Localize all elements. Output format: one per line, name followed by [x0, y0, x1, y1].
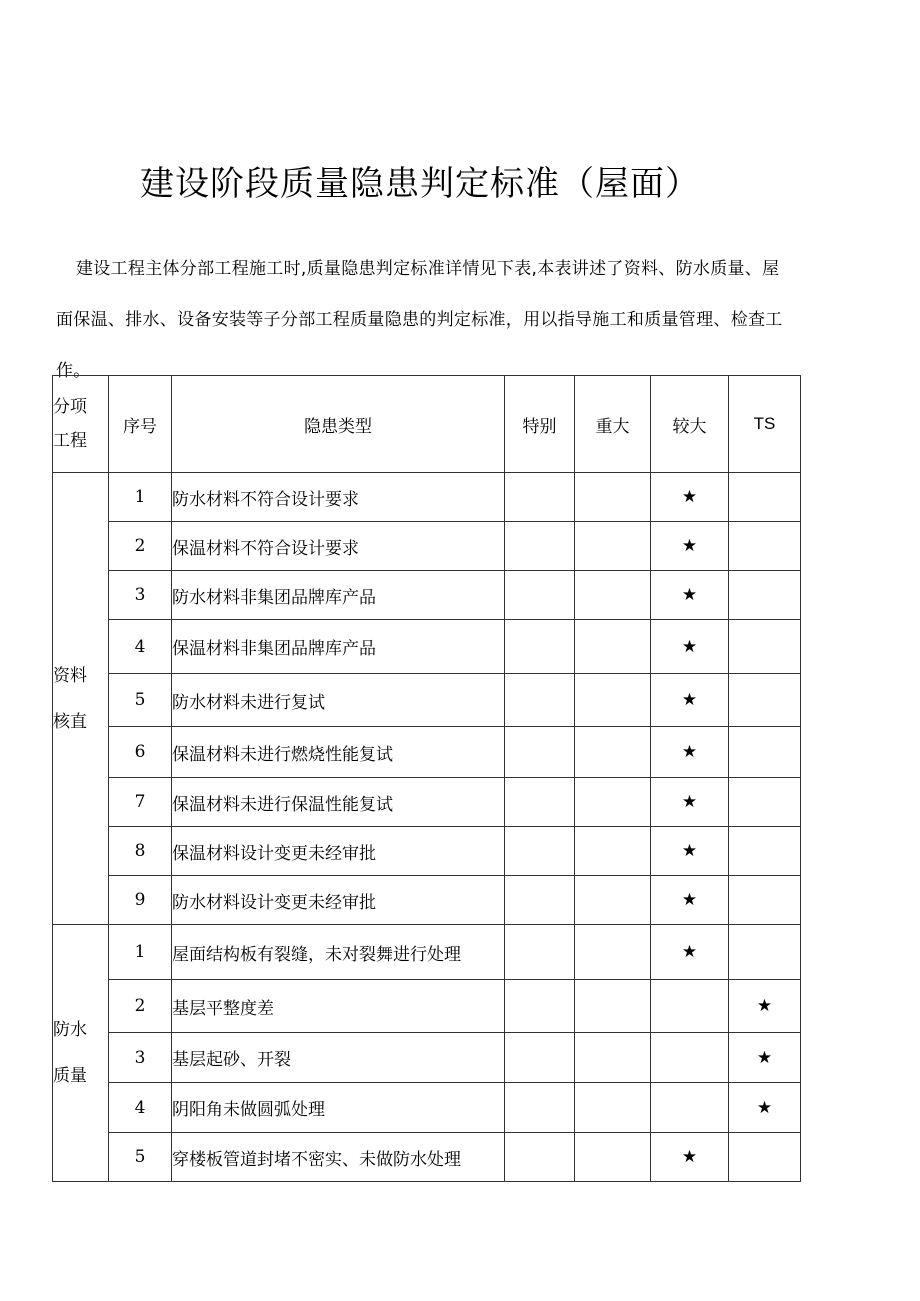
seq-cell: 3: [109, 571, 172, 620]
major-cell: [575, 620, 651, 674]
larger-cell: ★: [651, 522, 729, 571]
larger-cell: ★: [651, 620, 729, 674]
table-row: [53, 674, 801, 727]
header-type: 隐患类型: [172, 376, 505, 473]
table-row: [53, 473, 801, 522]
table-row: [53, 727, 801, 778]
category-name-line1: 资料: [53, 665, 87, 686]
special-cell: [505, 571, 575, 620]
special-cell: [505, 827, 575, 876]
larger-cell: ★: [651, 778, 729, 827]
seq-cell: 6: [109, 727, 172, 778]
table-row: [53, 778, 801, 827]
category-cell: [53, 473, 109, 925]
larger-cell: ★: [651, 674, 729, 727]
header-seq: 序号: [109, 376, 172, 473]
special-cell: [505, 1083, 575, 1133]
hazard-desc-cell: 穿楼板管道封堵不密实、未做防水处理: [172, 1133, 505, 1182]
major-cell: [575, 674, 651, 727]
major-cell: [575, 473, 651, 522]
hazard-desc-cell: 保温材料不符合设计要求: [172, 522, 505, 571]
seq-cell: 4: [109, 620, 172, 674]
special-cell: [505, 522, 575, 571]
header-category-line2: 工程: [53, 431, 87, 451]
special-cell: [505, 1033, 575, 1083]
seq-cell: 5: [109, 1133, 172, 1182]
major-cell: [575, 827, 651, 876]
seq-cell: 1: [109, 473, 172, 522]
seq-cell: 9: [109, 876, 172, 925]
table-row: [53, 522, 801, 571]
seq-cell: 5: [109, 674, 172, 727]
table-body: [53, 473, 801, 1182]
seq-cell: 4: [109, 1083, 172, 1133]
ts-cell: [729, 522, 801, 571]
intro-paragraph: 建设工程主体分部工程施工时,质量隐患判定标准详情见下表,本表讲述了资料、防水质量、屋面保温、排水、设备安装等子分部工程质量隐患的判定标准，用以指导施工和质量管理、检查工作。: [56, 259, 783, 381]
special-cell: [505, 980, 575, 1033]
header-major: 重大: [575, 376, 651, 473]
ts-cell: [729, 620, 801, 674]
hazard-table: [52, 375, 801, 1182]
ts-cell: ★: [729, 980, 801, 1033]
category-name-line1: 防水: [53, 1020, 87, 1040]
special-cell: [505, 1133, 575, 1182]
larger-cell: [651, 980, 729, 1033]
major-cell: [575, 925, 651, 980]
hazard-desc-cell: 阴阳角未做圆弧处理: [172, 1083, 505, 1133]
special-cell: [505, 620, 575, 674]
ts-cell: ★: [729, 1033, 801, 1083]
larger-cell: ★: [651, 1133, 729, 1182]
larger-cell: ★: [651, 925, 729, 980]
major-cell: [575, 778, 651, 827]
special-cell: [505, 925, 575, 980]
table-row: [53, 1133, 801, 1182]
ts-cell: [729, 925, 801, 980]
special-cell: [505, 876, 575, 925]
header-category-line1: 分项: [53, 397, 87, 417]
header-ts: TS: [729, 376, 801, 473]
hazard-desc-cell: 保温材料未进行燃烧性能复试: [172, 727, 505, 778]
larger-cell: ★: [651, 473, 729, 522]
special-cell: [505, 674, 575, 727]
seq-cell: 1: [109, 925, 172, 980]
hazard-desc-cell: 屋面结构板有裂缝，未对裂舞进行处理: [172, 925, 505, 980]
major-cell: [575, 1083, 651, 1133]
header-category: [53, 376, 109, 473]
hazard-desc-cell: 防水材料设计变更未经审批: [172, 876, 505, 925]
seq-cell: 2: [109, 980, 172, 1033]
ts-cell: [729, 778, 801, 827]
major-cell: [575, 876, 651, 925]
ts-cell: [729, 571, 801, 620]
hazard-desc-cell: 保温材料非集团品牌库产品: [172, 620, 505, 674]
hazard-desc-cell: 基层平整度差: [172, 980, 505, 1033]
major-cell: [575, 1033, 651, 1083]
special-cell: [505, 473, 575, 522]
ts-cell: [729, 1133, 801, 1182]
hazard-desc-cell: 基层起砂、开裂: [172, 1033, 505, 1083]
larger-cell: ★: [651, 827, 729, 876]
larger-cell: ★: [651, 876, 729, 925]
table-row: [53, 1083, 801, 1133]
seq-cell: 8: [109, 827, 172, 876]
major-cell: [575, 571, 651, 620]
category-name-line2: 核直: [53, 711, 87, 732]
table-row: [53, 620, 801, 674]
ts-cell: [729, 674, 801, 727]
ts-cell: ★: [729, 1083, 801, 1133]
larger-cell: ★: [651, 571, 729, 620]
category-name-line2: 质量: [53, 1066, 87, 1086]
table-row: [53, 1033, 801, 1083]
header-larger: 较大: [651, 376, 729, 473]
table-row: [53, 876, 801, 925]
ts-cell: [729, 727, 801, 778]
major-cell: [575, 980, 651, 1033]
seq-cell: 3: [109, 1033, 172, 1083]
larger-cell: ★: [651, 727, 729, 778]
page-title: 建设阶段质量隐患判定标准（屋面）: [140, 164, 700, 204]
larger-cell: [651, 1083, 729, 1133]
special-cell: [505, 778, 575, 827]
category-cell: [53, 925, 109, 1182]
header-special: 特别: [505, 376, 575, 473]
seq-cell: 7: [109, 778, 172, 827]
major-cell: [575, 727, 651, 778]
larger-cell: [651, 1033, 729, 1083]
hazard-desc-cell: 保温材料设计变更未经审批: [172, 827, 505, 876]
special-cell: [505, 727, 575, 778]
hazard-desc-cell: 防水材料不符合设计要求: [172, 473, 505, 522]
major-cell: [575, 1133, 651, 1182]
ts-cell: [729, 827, 801, 876]
ts-cell: [729, 473, 801, 522]
hazard-desc-cell: 防水材料非集团品牌库产品: [172, 571, 505, 620]
table-row: [53, 980, 801, 1033]
hazard-desc-cell: 防水材料未进行复试: [172, 674, 505, 727]
table-header-row: [53, 376, 801, 473]
table-row: [53, 925, 801, 980]
hazard-desc-cell: 保温材料未进行保温性能复试: [172, 778, 505, 827]
major-cell: [575, 522, 651, 571]
table-row: [53, 571, 801, 620]
table-row: [53, 827, 801, 876]
ts-cell: [729, 876, 801, 925]
seq-cell: 2: [109, 522, 172, 571]
